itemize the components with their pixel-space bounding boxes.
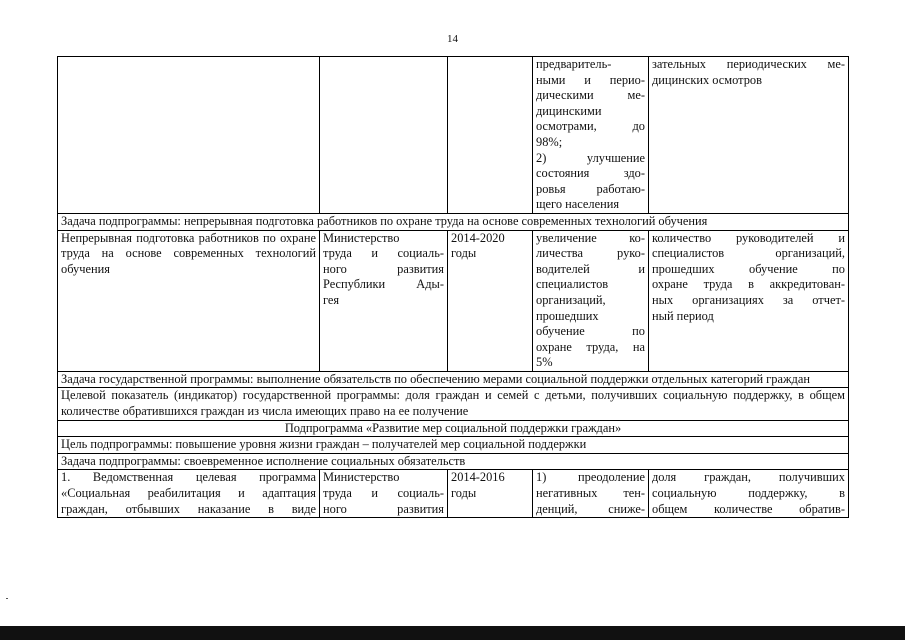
result-cell: увеличение ко- личества руко- водителей и специалистов организаций, прошедших обучение по охране труда, на 5% [533, 230, 649, 371]
measure-cell [58, 57, 320, 214]
result-cell: 1) преодоление негативных тен- денций, сниже- [533, 470, 649, 518]
program-table [57, 56, 849, 518]
table-row-continuation [58, 57, 849, 214]
subprogram-title: Подпрограмма «Развитие мер социальной поддержки граждан» [58, 420, 849, 437]
task-state-program-row [58, 371, 849, 388]
subprogram-title-row [58, 420, 849, 437]
task-state-program-text: Задача государственной программы: выполнение обязательств по обеспечению мерами социальной поддержки отдельных категорий граждан [58, 371, 849, 388]
executor-cell [320, 57, 448, 214]
result-cell: предваритель- ными и перио- дическими ме- дицинскими осмотрами, до 98%; 2) улучшение состояния здо- ровья работаю- щего населения [533, 57, 649, 214]
task-subprogram-row [58, 453, 849, 470]
table-row-training [58, 230, 849, 371]
measure-cell: Непрерывная подготовка работников по охране труда на основе современных технологий обучения [58, 230, 320, 371]
measure-cell: 1. Ведомственная целевая программа «Социальная реабилитация и адаптация граждан, отбывших наказание в виде [58, 470, 320, 518]
period-cell: 2014-2016 годы [448, 470, 533, 518]
target-indicator-row [58, 388, 849, 420]
task-subprogram-row [58, 213, 849, 230]
subprogram-goal-text: Цель подпрограммы: повышение уровня жизни граждан – получателей мер социальной поддержки [58, 437, 849, 454]
indicator-cell: количество руководителей и специалистов организаций, прошедших обучение по охране труда в аккредитован- ных организациях за отчет- ный период [649, 230, 849, 371]
target-indicator-text: Целевой показатель (индикатор) государственной программы: доля граждан и семей с детьми, получивших социальную поддержку, в общем количестве обратившихся граждан из числа имеющих право на ее получение [58, 388, 849, 420]
scan-speck [6, 598, 8, 599]
task-subprogram-text: Задача подпрограммы: своевременное исполнение социальных обязательств [58, 453, 849, 470]
executor-cell: Министерство труда и социаль- ного развития Республики Ады- гея [320, 230, 448, 371]
page-number: 14 [447, 33, 458, 45]
executor-cell: Министерство труда и социаль- ного развития [320, 470, 448, 518]
subprogram-goal-row [58, 437, 849, 454]
period-cell [448, 57, 533, 214]
period-cell: 2014-2020 годы [448, 230, 533, 371]
table-row-departmental [58, 470, 849, 518]
scan-edge-bar [0, 626, 905, 640]
indicator-cell: доля граждан, получивших социальную поддержку, в общем количестве обратив- [649, 470, 849, 518]
task-subprogram-text: Задача подпрограммы: непрерывная подготовка работников по охране труда на основе современных технологий обучения [58, 213, 849, 230]
indicator-cell: зательных периодических ме- дицинских осмотров [649, 57, 849, 214]
